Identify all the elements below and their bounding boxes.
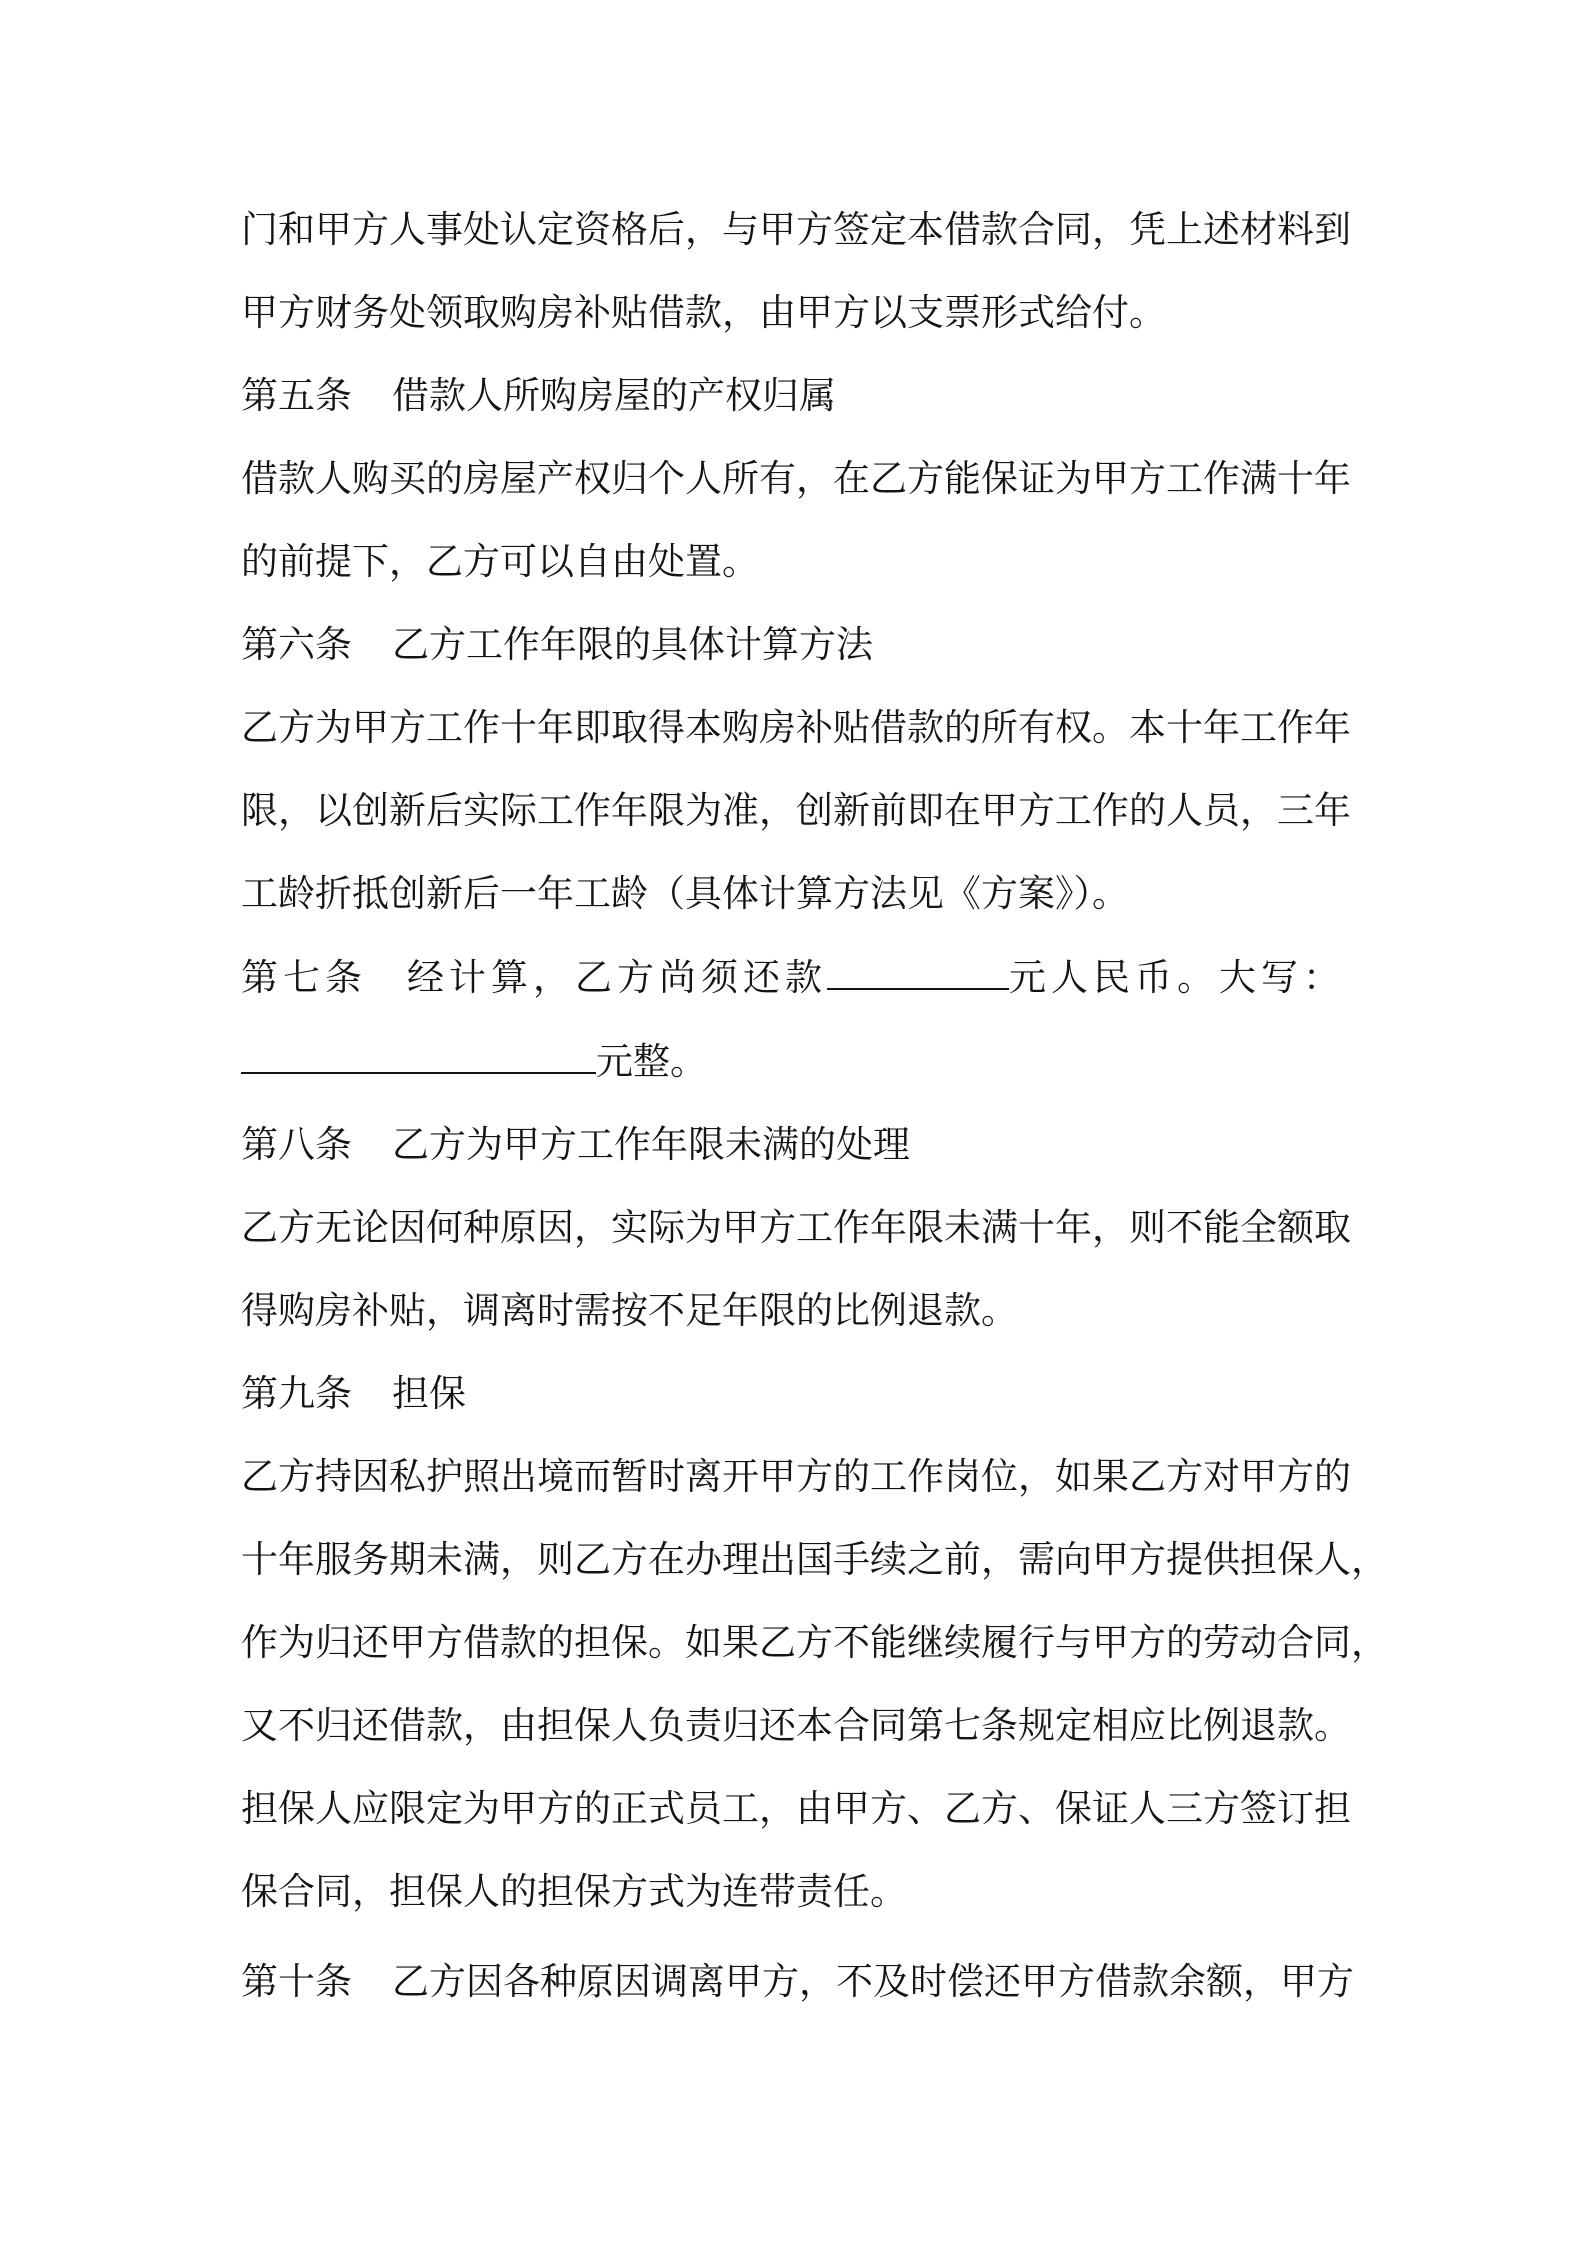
- article-7-text-a: 经计算，乙方尚须还款: [407, 956, 827, 999]
- body-line: 甲方财务处领取购房补贴借款，由甲方以支票形式给付。: [241, 291, 1166, 334]
- article-7-line-2: [241, 1032, 1366, 1092]
- body-line: 作为归还甲方借款的担保。如果乙方不能继续履行与甲方的劳动合同，: [241, 1621, 1388, 1664]
- article-9-heading: [241, 1364, 1366, 1424]
- article-6-heading: [241, 615, 1366, 675]
- article-8-heading: [241, 1115, 1366, 1175]
- body-line: 乙方无论因何种原因，实际为甲方工作年限未满十年，则不能全额取: [241, 1206, 1351, 1249]
- body-line: 乙方持因私护照出境而暂时离开甲方的工作岗位，如果乙方对甲方的: [241, 1455, 1351, 1498]
- amount-words-blank: [241, 1042, 596, 1074]
- article-7-text-c: 元整。: [596, 1040, 707, 1083]
- article-10-heading: [241, 1952, 1366, 2012]
- body-line: 工龄折抵创新后一年工龄（具体计算方法见《方案》）。: [241, 872, 1129, 915]
- article-7-text-b: 元人民币。大写：: [1009, 956, 1345, 999]
- body-line: 十年服务期未满，则乙方在办理出国手续之前，需向甲方提供担保人，: [241, 1538, 1388, 1581]
- body-line: 限，以创新后实际工作年限为准，创新前即在甲方工作的人员，三年: [241, 789, 1351, 832]
- article-number: 第九条: [241, 1372, 352, 1415]
- body-line: 借款人购买的房屋产权归个人所有，在乙方能保证为甲方工作满十年: [241, 457, 1351, 500]
- article-number: 第七条: [241, 956, 367, 999]
- article-5-heading: [241, 366, 1366, 426]
- article-7-line: [241, 948, 1366, 1008]
- article-number: 第六条: [241, 623, 352, 666]
- article-number: 第五条: [241, 374, 352, 417]
- article-title: 担保: [392, 1372, 466, 1415]
- body-line: 又不归还借款，由担保人负责归还本合同第七条规定相应比例退款。: [241, 1704, 1351, 1747]
- article-title: 乙方因各种原因调离甲方，不及时偿还甲方借款余额，甲方: [392, 1960, 1354, 2003]
- article-number: 第十条: [241, 1960, 352, 2003]
- body-line: 的前提下，乙方可以自由处置。: [241, 540, 759, 583]
- body-line: 保合同，担保人的担保方式为连带责任。: [241, 1870, 907, 1913]
- amount-blank: [827, 958, 1009, 990]
- article-title: 借款人所购房屋的产权归属: [392, 374, 836, 417]
- article-title: 乙方工作年限的具体计算方法: [392, 623, 873, 666]
- article-number: 第八条: [241, 1123, 352, 1166]
- body-line: 门和甲方人事处认定资格后，与甲方签定本借款合同，凭上述材料到: [241, 208, 1351, 251]
- article-title: 乙方为甲方工作年限未满的处理: [392, 1123, 910, 1166]
- body-line: 乙方为甲方工作十年即取得本购房补贴借款的所有权。本十年工作年: [241, 706, 1351, 749]
- body-line: 担保人应限定为甲方的正式员工，由甲方、乙方、保证人三方签订担: [241, 1787, 1351, 1830]
- body-line: 得购房补贴，调离时需按不足年限的比例退款。: [241, 1289, 1018, 1332]
